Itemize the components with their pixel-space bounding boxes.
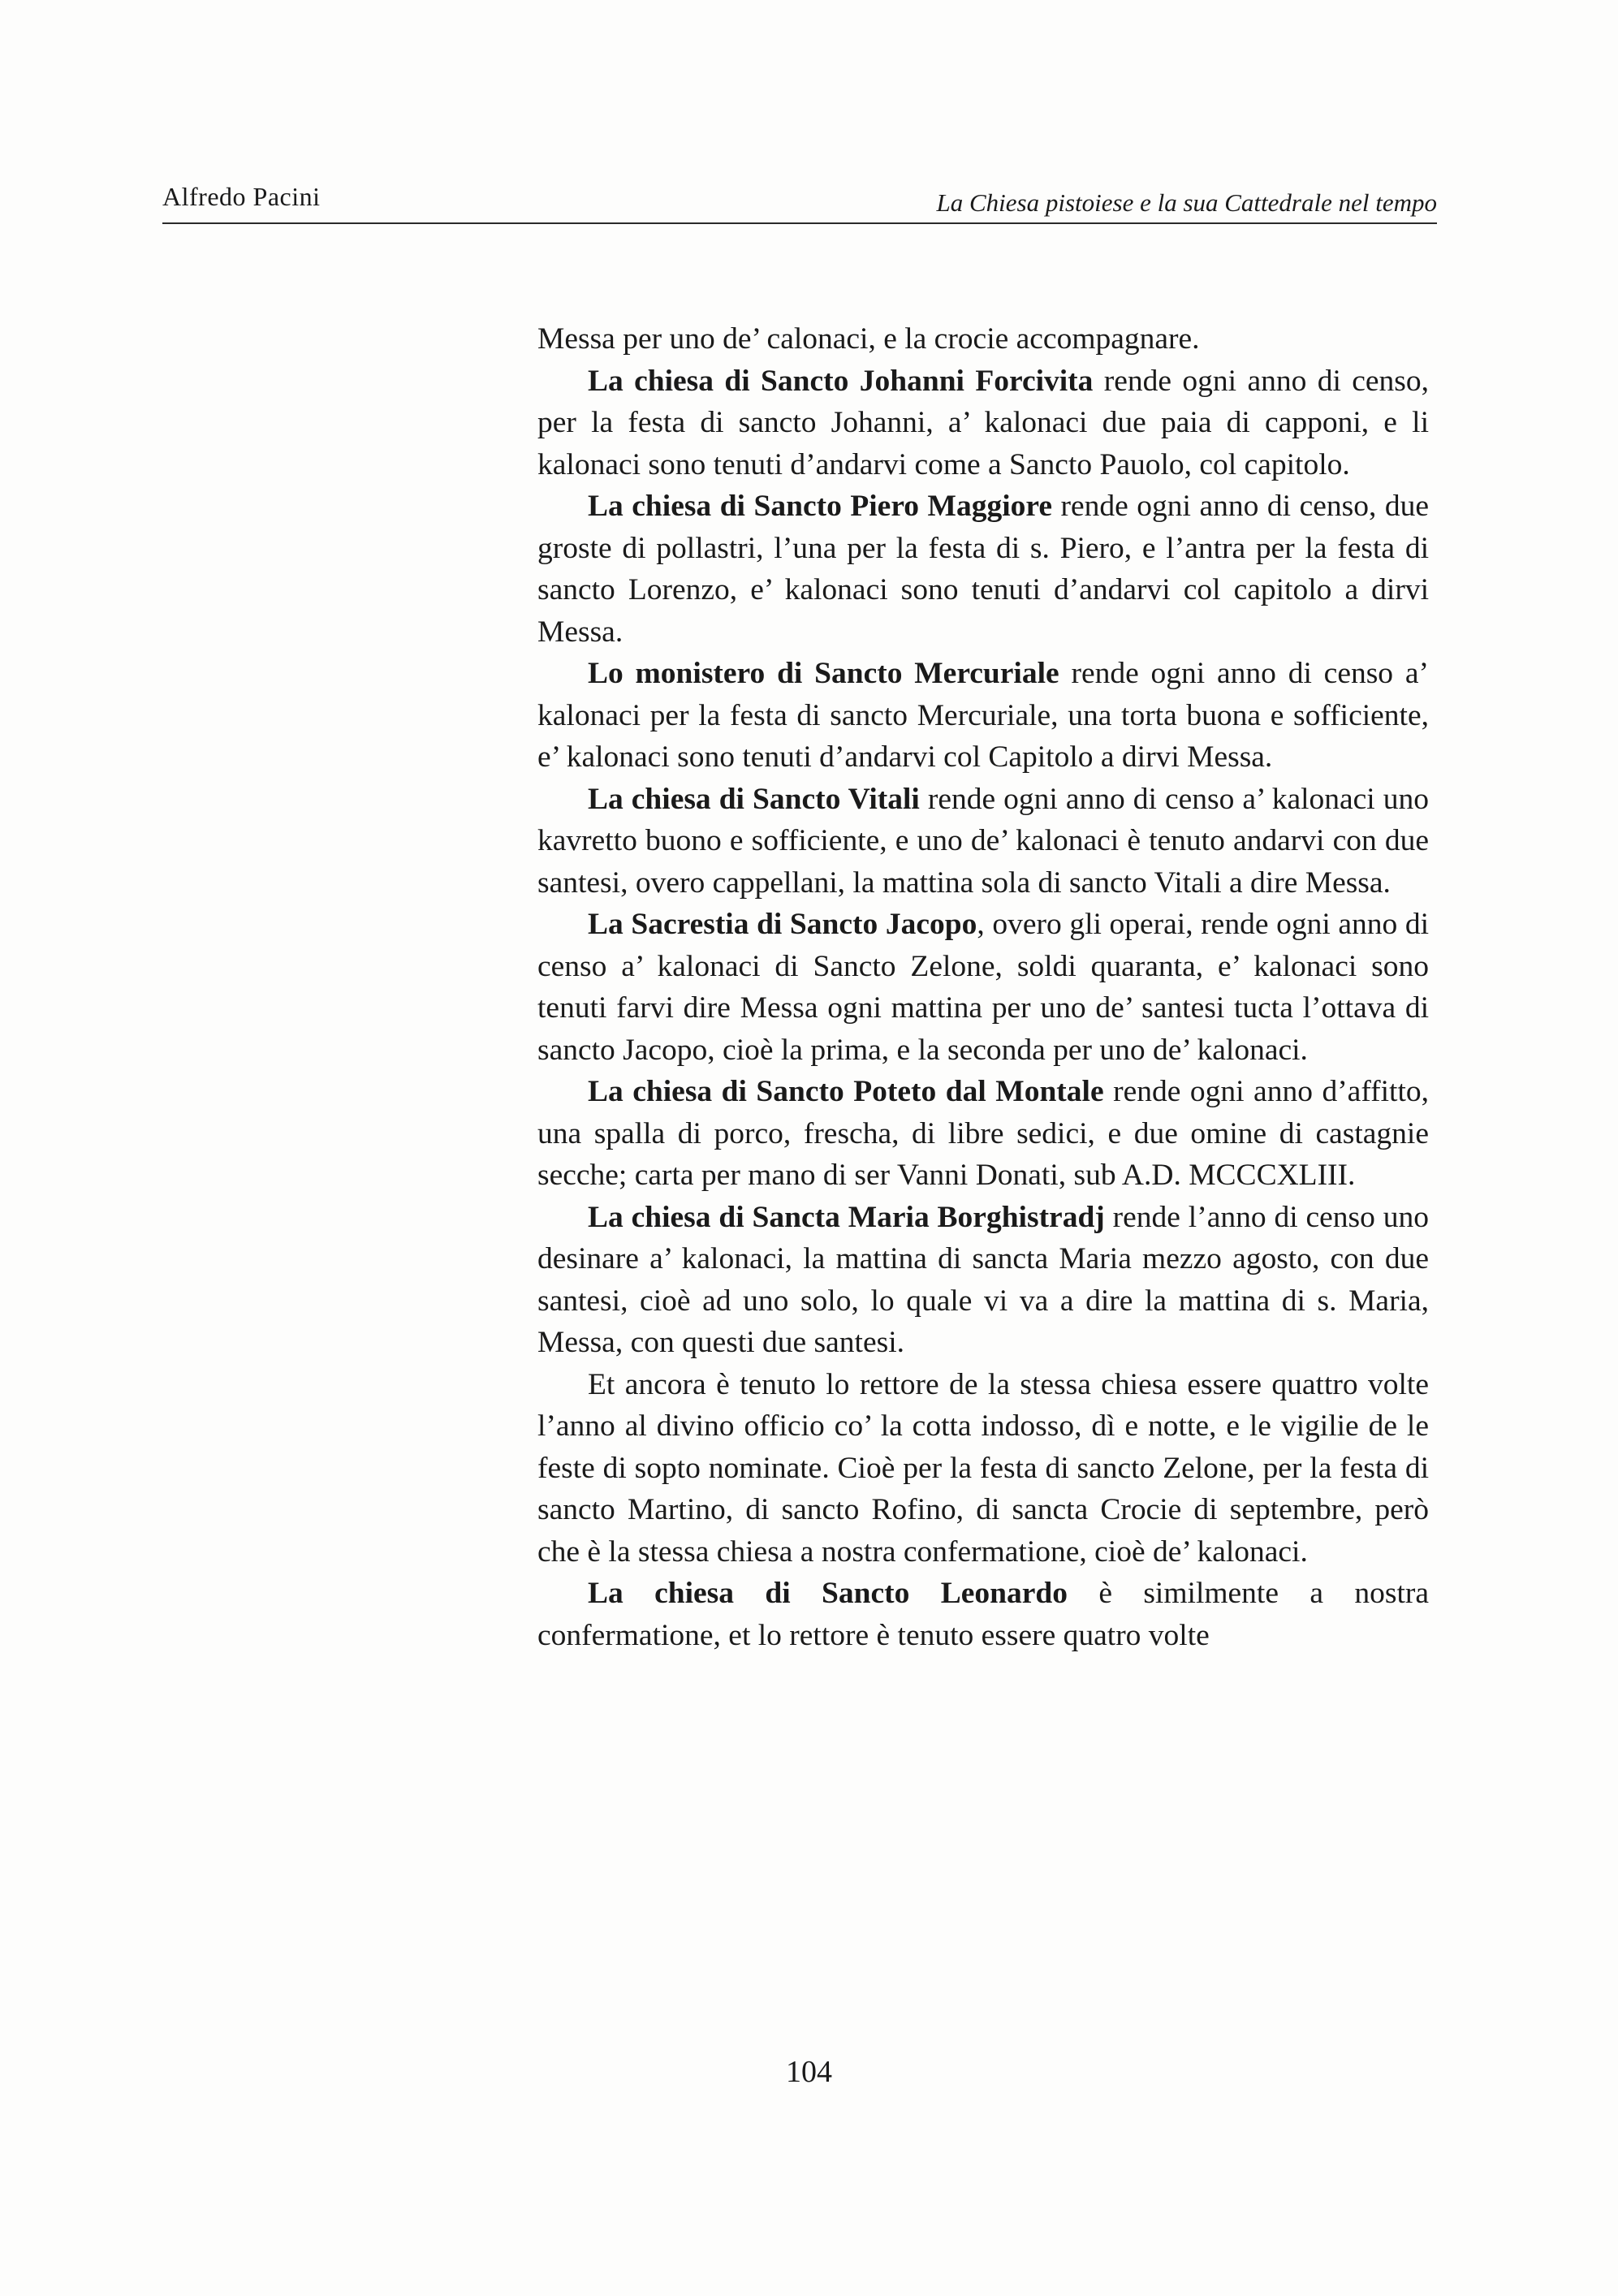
paragraph-lead: La chiesa di Sancto Piero Maggiore xyxy=(588,490,1052,523)
paragraph-lead: La chiesa di Sancto Leonardo xyxy=(588,1577,1068,1610)
paragraph-lead: La chiesa di Sancto Poteto dal Montale xyxy=(588,1075,1104,1108)
paragraph-text: rende ogni anno di censo a’ kalonaci per la festa di sancto Mercuriale, una torta buona e sofficiente, e’ kalonaci sono tenuti d’andarvi col Capitolo a dirvi Messa. xyxy=(537,657,1429,774)
paragraph xyxy=(537,1197,1429,1364)
paragraph xyxy=(537,318,1429,360)
paragraph xyxy=(537,1071,1429,1197)
paragraph xyxy=(537,1573,1429,1656)
paragraph-text: rende ogni anno d’affitto, una spalla di porco, frescha, di libre sedici, e due omine di castagnie secche; carta per mano di ser Vanni Donati, sub A.D. MCCCXLIII. xyxy=(537,1075,1430,1192)
paragraph-lead: La chiesa di Sancto Vitali xyxy=(588,782,920,816)
paragraph xyxy=(537,1364,1429,1573)
running-header xyxy=(162,180,1437,224)
paragraph-lead: La chiesa di Sancta Maria Borghistradj xyxy=(588,1200,1105,1234)
paragraph-text: rende ogni anno di censo a’ kalonaci uno kavretto buono e sofficiente, e uno de’ kalonaci è tenuto andarvi con due santesi, overo cappellani, la mattina sola di sancto Vitali a dire Messa. xyxy=(537,782,1429,900)
page-number: 104 xyxy=(786,2055,832,2089)
header-author: Alfredo Pacini xyxy=(162,182,321,211)
paragraph xyxy=(537,904,1429,1071)
header-book-title: La Chiesa pistoiese e la sua Cattedrale nel tempo xyxy=(936,188,1437,217)
paragraph-text: rende l’anno di censo uno desinare a’ kalonaci, la mattina di sancta Maria mezzo agosto, con due santesi, cioè ad uno solo, lo quale vi va a dire la mattina di s. Maria, Messa, con questi due santesi. xyxy=(537,1200,1429,1359)
paragraph xyxy=(537,486,1429,653)
paragraph-text: rende ogni anno di censo, per la festa di sancto Johanni, a’ kalonaci due paia di capponi, e li kalonaci sono tenuti d’andarvi come a Sancto Pauolo, col capitolo. xyxy=(537,364,1429,481)
paragraph xyxy=(537,779,1429,904)
paragraph-text: rende ogni anno di censo, due groste di pollastri, l’una per la festa di s. Piero, e l’antra per la festa di sancto Lorenzo, e’ kalonaci sono tenuti d’andarvi col capitolo a dirvi Messa. xyxy=(537,490,1429,649)
paragraph-lead: Lo monistero di Sancto Mercuriale xyxy=(588,657,1059,690)
paragraph-text: è similmente a nostra confermatione, et lo rettore è tenuto essere quatro volte xyxy=(537,1577,1429,1652)
body-text xyxy=(537,318,1429,1656)
paragraph xyxy=(537,360,1429,486)
paragraph-text: , overo gli operai, rende ogni anno di censo a’ kalonaci di Sancto Zelone, soldi quaranta, e’ kalonaci sono tenuti farvi dire Messa ogni mattina per uno de’ santesi tucta l’ottava di sancto Jacopo, cioè la prima, e la seconda per uno de’ kalonaci. xyxy=(537,908,1429,1067)
paragraph-text: Messa per uno de’ calonaci, e la crocie accompagnare. xyxy=(537,322,1200,356)
paragraph-lead: La chiesa di Sancto Johanni Forcivita xyxy=(588,364,1094,398)
paragraph xyxy=(537,653,1429,779)
paragraph-lead: La Sacrestia di Sancto Jacopo xyxy=(588,908,977,941)
paragraph-text: Et ancora è tenuto lo rettore de la stessa chiesa essere quattro volte l’anno al divino officio co’ la cotta indosso, dì e notte, e le vigilie de le feste di sopto nominate. Cioè per la festa di sancto Zelone, per la festa di sancto Martino, di sancto Rofino, di sancta Crocie di septembre, però che è la stessa chiesa a nostra confermatione, cioè de’ kalonaci. xyxy=(537,1367,1429,1569)
